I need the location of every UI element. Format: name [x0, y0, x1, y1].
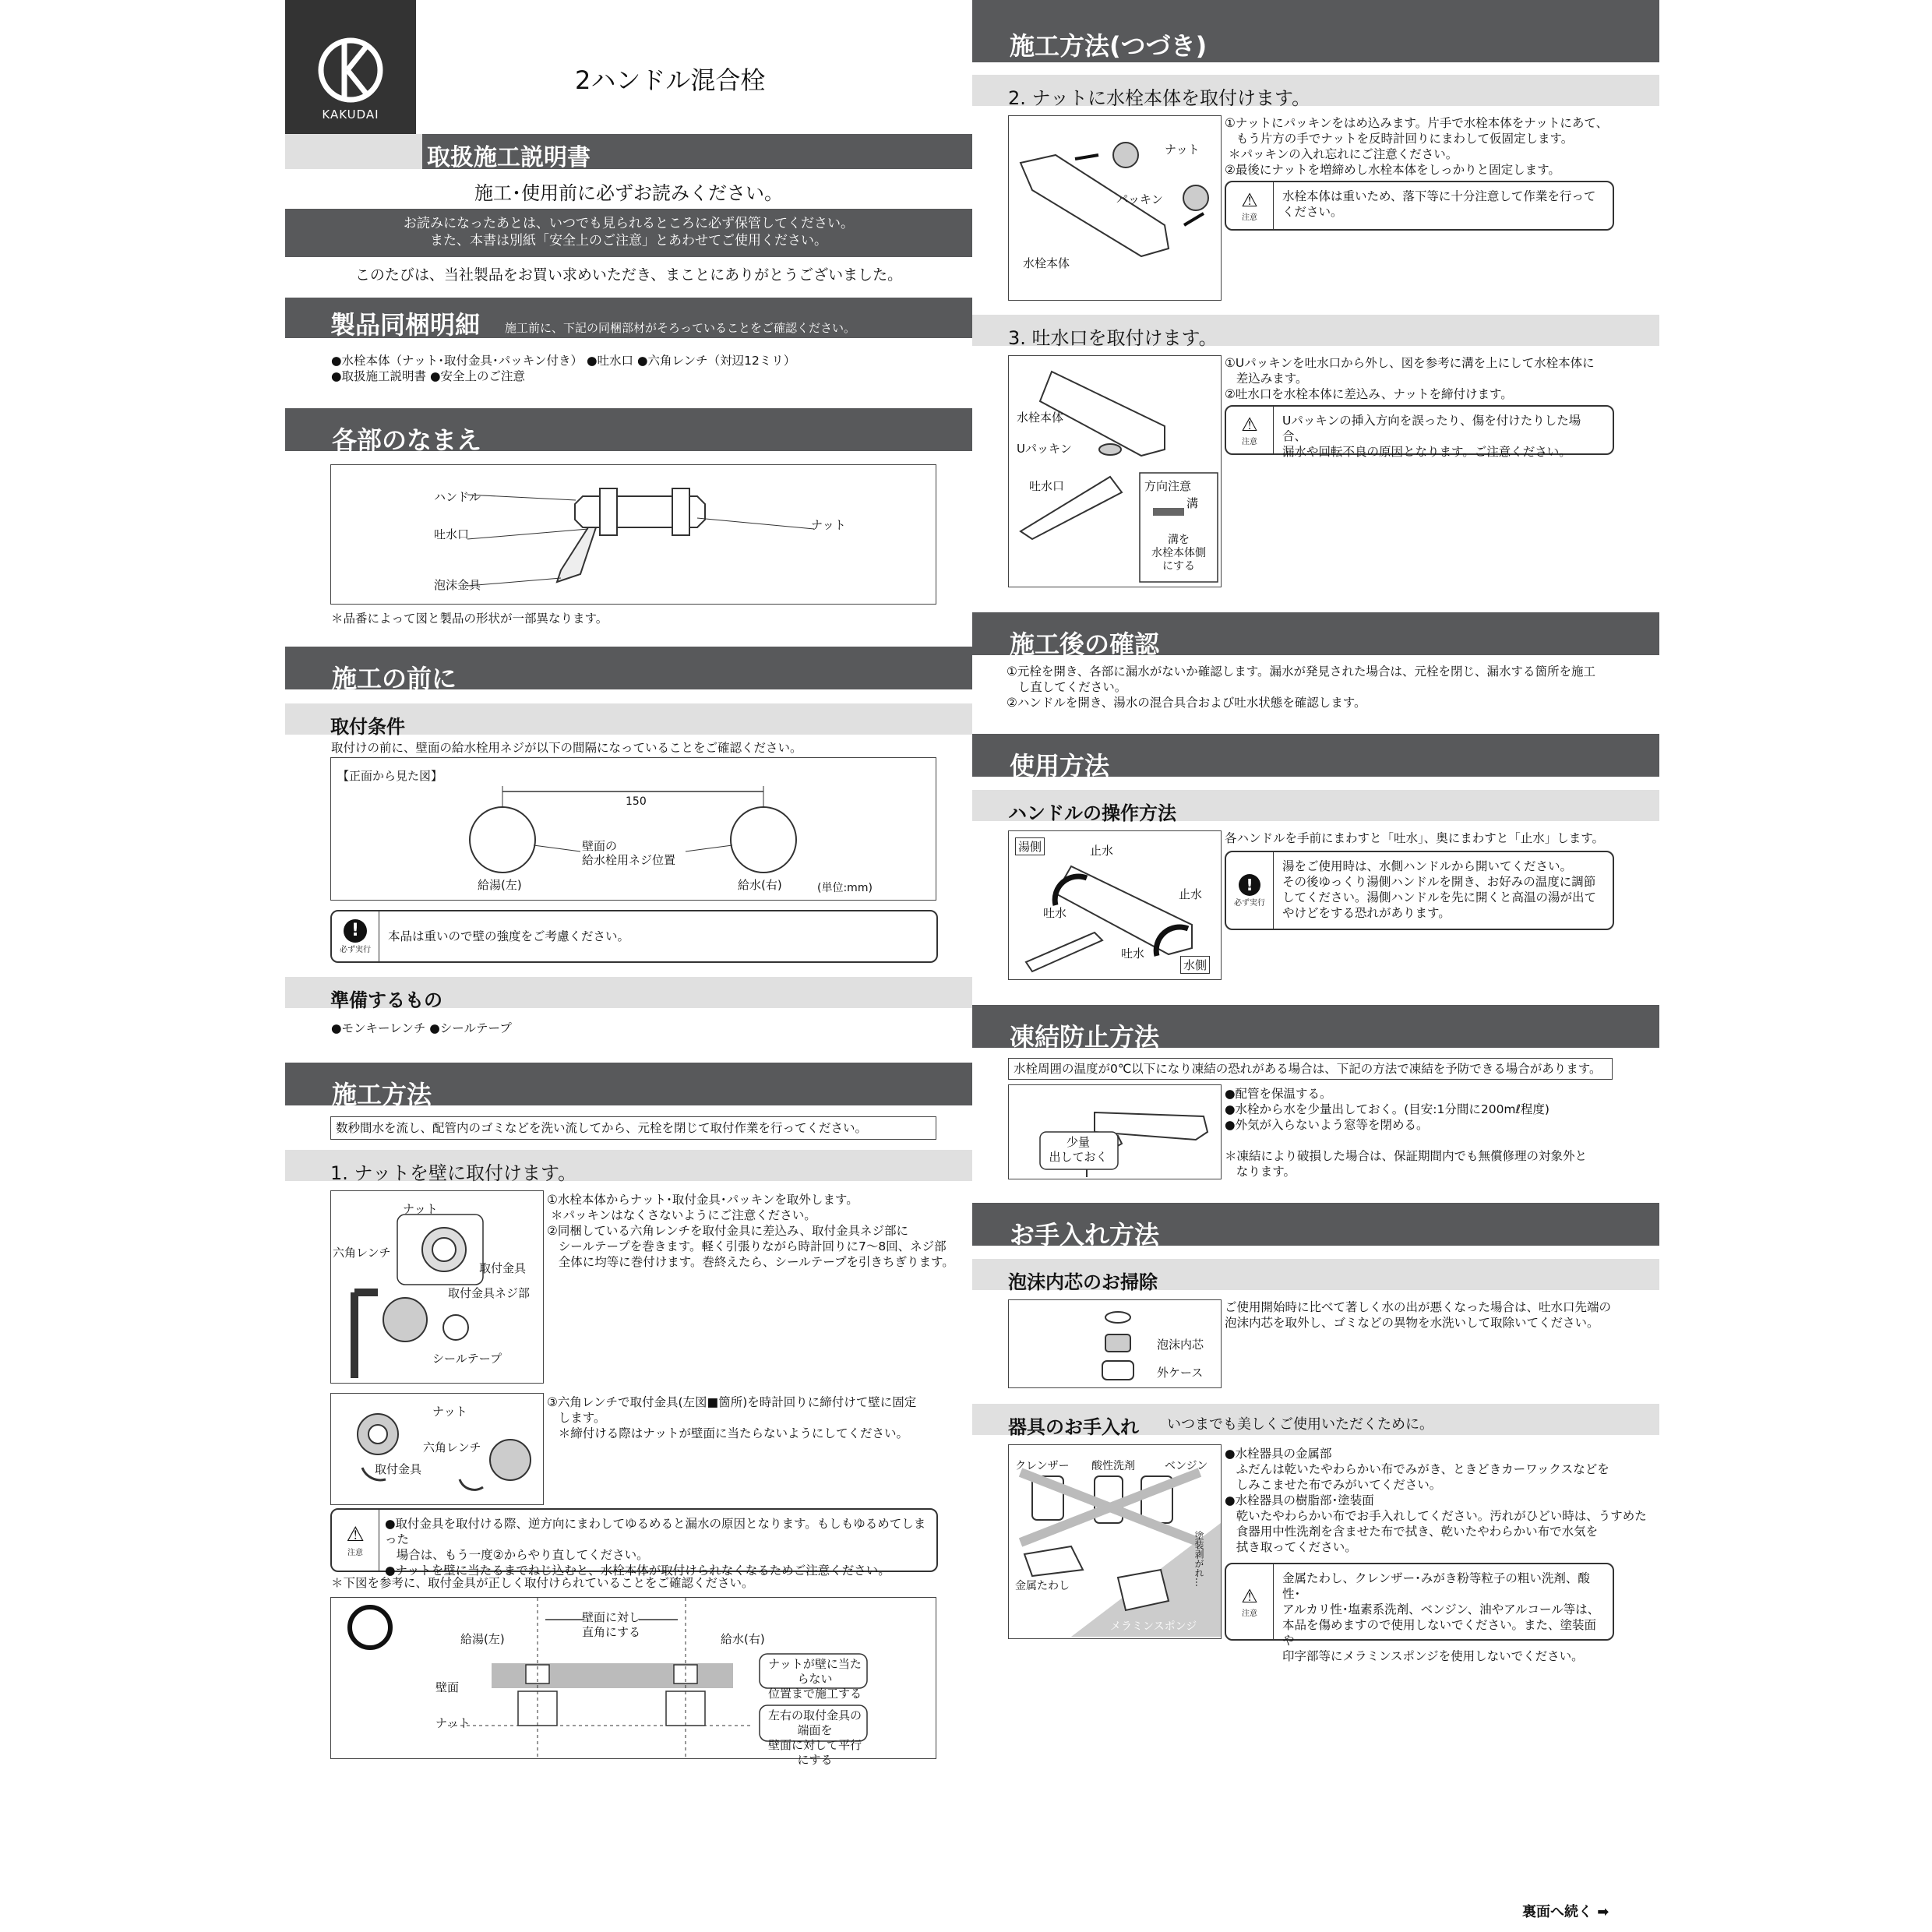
chk-wall: 壁面	[435, 1680, 460, 1694]
step2-caution-text: 水栓本体は重いため、落下等に十分注意して作業を行って ください。	[1282, 189, 1596, 219]
chk-hot: 給湯(左)	[460, 1632, 505, 1646]
aerator-case-label: 外ケース	[1157, 1366, 1204, 1380]
step3-caution	[1225, 405, 1614, 459]
s3-groove: 溝	[1186, 496, 1199, 510]
before-title: 施工の前に	[332, 664, 457, 693]
must-text: 本品は重いので壁の強度をご考慮ください。	[388, 929, 630, 943]
freeze-items: ●配管を保温する。 ●水栓から水を少量出しておく。(目安:1分間に200mℓ程度) ●外気が入らないよう窓等を閉める。 ＊凍結により破損した場合は、保証期間内でも無償修理の対象外と なります。	[1225, 1087, 1588, 1179]
step1-text2: ③六角レンチで取付金具(左図■箇所)を時計回りに締付けて壁に固定 します。 ＊締付ける際はナットが壁面に当たらないようにしてください。	[547, 1395, 917, 1440]
benzine-label: ベンジン	[1165, 1460, 1208, 1472]
must-icon: ! 必ず実行	[332, 911, 379, 961]
fixture-caution-text: 金属たわし、クレンザー･みがき粉等粒子の粗い洗剤、酸性･ アルカリ性･塩素系洗剤、ベンジン、油やアルコール等は、 本品を傷めますので使用しないでください。また、塗装面や 印字部等にメラミンスポンジを使用しないでください。	[1282, 1571, 1600, 1663]
contents-items: ●水栓本体（ナット･取付金具･パッキン付き） ●吐水口 ●六角レンチ（対辺12ミリ） ●取扱施工説明書 ●安全上のご注意	[331, 354, 796, 383]
check-diagram	[330, 1597, 936, 1767]
s3-groove-note: 溝を 水栓本体側 にする	[1151, 534, 1206, 573]
continue-link[interactable]	[1522, 1901, 1609, 1921]
s1-thread: 取付金具ネジ部	[448, 1286, 531, 1300]
care-title: お手入れ方法	[1010, 1220, 1160, 1250]
check-note: ＊下図を参考に、取付金具が正しく取付けられていることをご確認ください。	[331, 1576, 754, 1590]
label-nut: ナット	[811, 518, 846, 532]
contents-note: 施工前に、下記の同梱部材がそろっていることをご確認ください。	[505, 321, 856, 335]
peel-label: 塗装剥がれ…	[1193, 1531, 1204, 1587]
usage-header	[972, 734, 1659, 781]
aerator-text: ご使用開始時に比べて著しく水の出が悪くなった場合は、吐水口先端の 泡沫内芯を取外し、ゴミなどの異物を水洗いして取除いてください。	[1225, 1300, 1612, 1330]
view-label: 【正面から見た図】	[337, 769, 443, 783]
keep-notice: お読みになったあとは、いつでも見られるところに必ず保管してください。 また、本書は別紙「安全上のご注意」とあわせてご使用ください。	[404, 216, 854, 249]
cold-label: 給水(右)	[738, 878, 782, 892]
fixture-title: 器具のお手入れ	[1008, 1416, 1139, 1438]
doc-title-bar	[422, 134, 972, 169]
chk-nut: ナット	[435, 1716, 471, 1730]
usage-title: 使用方法	[1010, 751, 1110, 781]
thanks-text: このたびは、当社製品をお買い求めいただき、まことにありがとうございました。	[354, 266, 903, 284]
step3-subheader	[972, 315, 1659, 349]
freeze-diagram	[1008, 1084, 1222, 1179]
caution-icon: ⚠ 注意	[1226, 407, 1274, 453]
prep-items: ●モンキーレンチ ●シールテープ	[331, 1021, 512, 1035]
arrow-right-icon: ➡	[1597, 1904, 1609, 1920]
read-notice: 施工･使用前に必ずお読みください。	[474, 182, 783, 204]
s1b-nut: ナット	[432, 1405, 467, 1419]
caution-label: 注意	[1242, 1609, 1257, 1618]
method-intro: 数秒間水を流し、配管内のゴミなどを洗い流してから、元栓を閉じて取付作業を行ってください。	[336, 1121, 868, 1135]
label-handle: ハンドル	[434, 490, 481, 504]
fixture-sub: いつまでも美しくご使用いただくために。	[1167, 1416, 1433, 1433]
caution-label: 注意	[1242, 437, 1257, 446]
step1-text1: ①水栓本体からナット･取付金具･パッキンを取外します。 ＊パッキンはなくさないようにご注意ください。 ②同梱している六角レンチを取付金具に差込み、取付金具ネジ部に シールテープを巻きます。軽く引張りながら時計回りに7～8回、ネジ部 全体に均等に巻付けます。巻終えたら、シールテープを引きちぎります。	[547, 1193, 954, 1269]
label-spout: 吐水口	[434, 527, 470, 541]
cleanser-label: クレンザー	[1015, 1460, 1070, 1472]
freeze-intro: 水栓周囲の温度が0℃以下になり凍結の恐れがある場合は、下記の方法で凍結を予防できる場合があります。	[1014, 1062, 1602, 1076]
step1-subheader	[285, 1150, 972, 1184]
s1-nut: ナット	[403, 1202, 438, 1216]
step2-text: ①ナットにパッキンをはめ込みます。片手で水栓本体をナットにあて、 もう片方の手でナットを反時計回りにまわして仮固定します。 ＊パッキンの入れ忘れにご注意ください。 ②最後にナットを増締めし水栓本体をしっかりと固定します。	[1225, 116, 1609, 177]
after-text: ①元栓を開き、各部に漏水がないか確認します。漏水が発見された場合は、元栓を閉じ、漏水する箇所を施工 し直してください。 ②ハンドルを開き、湯水の混合具合および吐水状態を確認します。	[1007, 665, 1596, 710]
caution-box-fitting	[330, 1508, 938, 1578]
hot-label: 給湯(左)	[478, 878, 522, 892]
freeze-header	[972, 1005, 1659, 1052]
handle-text: 各ハンドルを手前にまわすと「吐水」、奥にまわすと「止水」します。	[1225, 831, 1605, 845]
s2-packing: パッキン	[1116, 192, 1163, 206]
caution-icon: ⚠ 注意	[1226, 1564, 1274, 1639]
s1b-wrench: 六角レンチ	[423, 1440, 481, 1454]
s3-spout: 吐水口	[1029, 479, 1065, 493]
sponge-label: メラミンスポンジ	[1110, 1620, 1197, 1633]
faucet-diagram-icon	[331, 465, 936, 604]
must-label: 必ず実行	[340, 945, 371, 954]
fixture-text: ●水栓器具の金属部 ふだんは乾いたやわらかい布でみがき、ときどきカーワックスなどを しみこませた布でみがいてください。 ●水栓器具の樹脂部･塗装面 乾いたやわらかい布でお手入れしてください。汚れがひどい時は、うすめた 食器用中性洗剤を含ませた布で拭き、乾いたやわらかい布で水気を 拭き取ってください。	[1225, 1447, 1647, 1554]
aerator-diagram	[1008, 1299, 1222, 1388]
step1-diagram-1	[330, 1190, 544, 1384]
caution-text: ●取付金具を取付ける際、逆方向にまわしてゆるめると漏水の原因となります。もしもゆるめてしまった 場合は、もう一度②からやり直してください。 ●ナットを壁に当たるまでねじ込むと、水栓本体が取付けられなくなるためご注意ください。	[385, 1517, 926, 1578]
contents-title: 製品同梱明細	[330, 310, 481, 340]
wall-screw-label: 壁面の 給水栓用ネジ位置	[582, 839, 676, 867]
flow-label-2: 吐水	[1121, 947, 1145, 961]
brand-name: KAKUDAI	[322, 108, 379, 122]
s3-upacking: Uパッキン	[1017, 442, 1072, 456]
method-title: 施工方法	[332, 1080, 432, 1109]
parts-header	[285, 408, 972, 455]
step2-title: 2. ナットに水栓本体を取付けます。	[1008, 87, 1311, 109]
parts-diagram	[330, 464, 936, 605]
handle-subheader	[972, 790, 1659, 824]
after-title: 施工後の確認	[1010, 629, 1160, 659]
aerator-core-label: 泡沫内芯	[1157, 1338, 1204, 1352]
prep-title: 準備するもの	[330, 989, 442, 1011]
product-title: 2ハンドル混合栓	[575, 65, 766, 95]
must-icon: ! 必ず実行	[1226, 852, 1274, 929]
caution-icon: ⚠ 注意	[1226, 182, 1274, 229]
continue-text: 裏面へ続く	[1522, 1904, 1592, 1920]
contents-header	[285, 298, 972, 338]
s1-tape: シールテープ	[432, 1352, 502, 1366]
stop-label-1: 止水	[1090, 844, 1114, 858]
condition-subheader	[285, 703, 972, 738]
condition-title: 取付条件	[330, 716, 405, 738]
parts-title: 各部のなまえ	[332, 425, 482, 455]
keep-notice-bar	[285, 209, 972, 257]
kakudai-logo-icon	[285, 0, 416, 109]
cold-side-label: 水側	[1180, 956, 1210, 974]
scrubber-label: 金属たわし	[1015, 1580, 1070, 1592]
s2-nut: ナット	[1165, 143, 1200, 157]
screw-position-diagram-icon	[331, 758, 936, 900]
condition-diagram	[330, 757, 936, 901]
handle-diagram	[1008, 830, 1222, 980]
chk-note2: 左右の取付金具の端面を 壁面に対して平行にする	[767, 1708, 862, 1767]
aerator-title: 泡沫内芯のお掃除	[1008, 1271, 1158, 1293]
cleaning-items-icon	[1009, 1445, 1221, 1638]
freeze-intro-box	[1008, 1058, 1613, 1080]
flow-label-1: 吐水	[1043, 906, 1067, 920]
fixture-subheader	[972, 1404, 1659, 1438]
trickle-water-icon	[1009, 1085, 1221, 1179]
doc-title: 取扱施工説明書	[427, 144, 591, 171]
s3-direction: 方向注意	[1144, 479, 1192, 493]
s3-body: 水栓本体	[1017, 411, 1064, 425]
distance-label: 150	[626, 795, 647, 808]
acid-label: 酸性洗剤	[1091, 1460, 1135, 1472]
parts-footnote: ＊品番によって図と製品の形状が一部異なります。	[331, 612, 608, 626]
step2-diagram	[1008, 115, 1222, 301]
care-header	[972, 1203, 1659, 1250]
caution-label: 注意	[347, 1548, 363, 1557]
method-header	[285, 1063, 972, 1109]
doc-title-bar-left	[285, 134, 422, 169]
step3-title: 3. 吐水口を取付けます。	[1008, 327, 1218, 349]
method2-title: 施工方法(つづき)	[1010, 31, 1208, 61]
label-aerator: 泡沫金具	[434, 578, 481, 592]
step1-diagram-2	[330, 1393, 544, 1505]
freeze-title: 凍結防止方法	[1010, 1022, 1160, 1052]
s2-body: 水栓本体	[1023, 256, 1070, 270]
method-intro-box	[330, 1116, 936, 1140]
prep-subheader	[285, 977, 972, 1011]
must-label: 必ず実行	[1234, 898, 1265, 908]
step3-text: ①Uパッキンを吐水口から外し、図を参考に溝を上にして水栓本体に 差込みます。 ②吐水口を水栓本体に差込み、ナットを締付けます。	[1225, 356, 1595, 401]
brand-logo-block	[285, 0, 416, 135]
method2-header	[972, 0, 1659, 62]
hot-side-label: 湯側	[1015, 837, 1045, 855]
must-box-strength	[330, 910, 938, 963]
usage-must-box	[1225, 851, 1614, 930]
aerator-subheader	[972, 1259, 1659, 1293]
step3-diagram	[1008, 355, 1222, 587]
s1-fitting: 取付金具	[479, 1261, 527, 1275]
caution-label: 注意	[1242, 213, 1257, 222]
caution-icon: ⚠ 注意	[332, 1510, 379, 1571]
chk-cold: 給水(右)	[721, 1632, 765, 1646]
chk-note1: ナットが壁に当たらない 位置まで施工する	[767, 1657, 862, 1701]
fixture-diagram	[1008, 1444, 1222, 1639]
fixture-caution	[1225, 1563, 1614, 1663]
chk-perp: 壁面に対し 直角にする	[582, 1610, 641, 1639]
step3-caution-text: Uパッキンの挿入方向を誤ったり、傷を付けたりした場合、 漏水や回転不良の原因となります。ご注意ください。	[1282, 414, 1581, 459]
before-header	[285, 647, 972, 693]
s1-wrench: 六角レンチ	[333, 1246, 391, 1260]
step2-caution	[1225, 181, 1614, 231]
after-header	[972, 612, 1659, 659]
usage-must-text: 湯をご使用時は、水側ハンドルから開いてください。 その後ゆっくり湯側ハンドルを開き、お好みの温度に調節 してください。湯側ハンドルを先に開くと高温の湯が出て やけどをする恐れがあります。	[1282, 859, 1597, 920]
unit-label: (単位:mm)	[817, 882, 873, 894]
handle-title: ハンドルの操作方法	[1008, 802, 1176, 824]
condition-text: 取付けの前に、壁面の給水栓用ネジが以下の間隔になっていることをご確認ください。	[331, 741, 802, 755]
step2-subheader	[972, 75, 1659, 109]
stop-label-2: 止水	[1179, 887, 1203, 901]
freeze-bubble: 少量 出しておく	[1049, 1135, 1108, 1164]
step1-title: 1. ナットを壁に取付けます。	[330, 1162, 577, 1184]
s1b-fitting: 取付金具	[375, 1462, 422, 1476]
